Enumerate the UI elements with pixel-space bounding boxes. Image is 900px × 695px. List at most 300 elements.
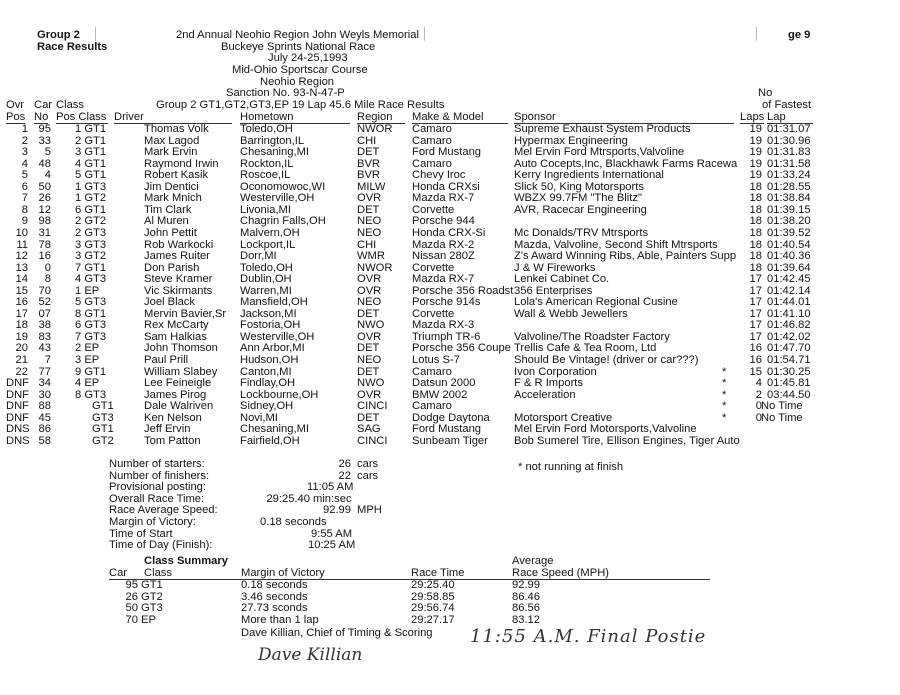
stat-value: 29:25.40 xyxy=(266,492,310,505)
ovr-pos: 16 xyxy=(15,296,28,309)
summary-header-race-time: Race Time xyxy=(411,567,465,579)
class-pos: 1 GT3 xyxy=(75,180,107,193)
hometown: Hudson,OH xyxy=(240,354,299,366)
fastest-lap: No Time xyxy=(761,411,803,424)
laps: 17 xyxy=(749,307,762,320)
fastest-lap: 01:54.71 xyxy=(767,354,811,366)
fastest-lap: 01:47.70 xyxy=(767,342,811,355)
car-number: 98 xyxy=(38,215,51,228)
not-running-marker: * xyxy=(722,411,727,424)
hometown: Lockport,IL xyxy=(240,238,296,251)
summary-race-time: 29:56.74 xyxy=(411,602,455,615)
table-row xyxy=(0,377,900,389)
fastest-lap: 01:38.20 xyxy=(767,215,811,228)
make-model: Porsche 914s xyxy=(412,296,481,309)
sponsor: Trellis Cafe & Tea Room, Ltd xyxy=(514,342,657,355)
region: CINCI xyxy=(357,400,388,413)
summary-row xyxy=(0,614,900,626)
ovr-pos: 18 xyxy=(15,319,28,332)
stat-unit: cars xyxy=(357,458,379,470)
summary-race-time: 29:25.40 xyxy=(411,579,455,591)
car-number: 12 xyxy=(38,203,51,216)
hometown: Warren,MI xyxy=(240,284,292,297)
hometown: Barrington,IL xyxy=(240,134,305,147)
laps: 15 xyxy=(749,365,762,378)
ovr-pos: 3 xyxy=(21,146,28,159)
make-model: Camaro xyxy=(412,400,452,413)
fastest-lap: 01:45.81 xyxy=(767,377,811,390)
ovr-pos: 20 xyxy=(15,342,28,355)
class-pos: 2 GT1 xyxy=(75,134,107,147)
sponsor: Supreme Exhaust System Products xyxy=(514,123,691,135)
region: NWOR xyxy=(357,123,393,135)
table-row xyxy=(0,135,900,147)
stat-label: Margin of Victory: xyxy=(109,516,196,528)
stat-value: 92.99 xyxy=(323,504,351,517)
table-row xyxy=(0,204,900,216)
car-number: 52 xyxy=(38,296,51,309)
car-number: 5 xyxy=(44,146,51,159)
ovr-pos: 21 xyxy=(15,354,28,366)
sponsor: Bob Sumerel Tire, Ellison Engines, Tiger Auto xyxy=(514,434,740,447)
sponsor: Slick 50, King Motorsports xyxy=(514,180,644,193)
table-row xyxy=(0,250,900,262)
ovr-pos: 2 xyxy=(21,134,28,147)
sponsor: Motorsport Creative xyxy=(514,411,613,424)
region: WMR xyxy=(357,250,385,263)
fastest-lap: 01:30.96 xyxy=(767,134,811,147)
make-model: Mazda RX-7 xyxy=(412,192,475,205)
region: OVR xyxy=(357,330,382,343)
fastest-lap: 01:42.14 xyxy=(767,284,811,297)
region: MILW xyxy=(357,180,386,193)
ovr-pos: DNS xyxy=(6,434,30,447)
class-pos: 5 GT3 xyxy=(75,296,107,309)
summary-row xyxy=(0,579,900,591)
stat-value: 11:05 AM xyxy=(307,481,354,494)
hometown: Malvern,OH xyxy=(240,226,300,239)
table-row xyxy=(0,181,900,193)
sponsor: F & R Imports xyxy=(514,377,583,390)
region: DET xyxy=(357,307,380,320)
scan-mark xyxy=(756,27,757,41)
stat-value: 9:55 AM xyxy=(311,527,353,540)
ovr-pos: DNF xyxy=(6,400,29,413)
fastest-lap: 01:39.15 xyxy=(767,203,811,216)
car-number: 45 xyxy=(38,411,51,424)
summary-car: 26 xyxy=(125,590,138,603)
group-title: Group 2 xyxy=(37,29,80,41)
driver-name: Ken Nelson xyxy=(144,411,202,424)
make-model: Porsche 944 xyxy=(412,215,475,228)
region: SAG xyxy=(357,423,381,436)
sponsor: WBZX 99.7FM "The Blitz" xyxy=(514,192,642,205)
header-no: No xyxy=(34,111,49,123)
driver-name: Max Lagod xyxy=(144,134,200,147)
class-pos: GT1 xyxy=(92,423,114,436)
laps: 19 xyxy=(749,146,762,159)
summary-row xyxy=(0,591,900,603)
fastest-lap: 01:31.07 xyxy=(767,123,811,135)
laps: 18 xyxy=(749,203,762,216)
summary-class: EP xyxy=(141,613,156,626)
table-row xyxy=(0,146,900,158)
class-pos: 1 EP xyxy=(75,284,100,297)
make-model: Corvette xyxy=(412,307,455,320)
make-model: Chevy Iroc xyxy=(412,169,466,182)
region: OVR xyxy=(357,192,382,205)
hometown: Fostoria,OH xyxy=(240,319,301,332)
header-sponsor: Sponsor xyxy=(514,111,556,123)
hometown: Canton,MI xyxy=(240,365,292,378)
hometown: Chagrin Falls,OH xyxy=(240,215,326,228)
summary-speed: 86.56 xyxy=(512,602,540,615)
region: NWO xyxy=(357,377,385,390)
region: BVR xyxy=(357,157,381,170)
class-pos: 3 GT2 xyxy=(75,250,107,263)
region: NWOR xyxy=(357,261,393,274)
table-row xyxy=(0,158,900,170)
summary-speed: 92.99 xyxy=(512,579,540,591)
stat-label: Provisional posting: xyxy=(109,481,207,494)
scan-mark xyxy=(95,27,96,41)
make-model: Dodge Daytona xyxy=(412,411,490,424)
make-model: Mazda RX-2 xyxy=(412,238,475,251)
header-region: Region xyxy=(357,111,393,123)
header-pos-class: Pos Class xyxy=(56,111,107,123)
car-number: 88 xyxy=(38,400,51,413)
region: CINCI xyxy=(357,434,388,447)
stat-unit: MPH xyxy=(357,504,382,517)
region: NEO xyxy=(357,296,382,309)
driver-name: Lee Feineigle xyxy=(144,377,212,390)
region: BVR xyxy=(357,169,381,182)
laps: 17 xyxy=(749,296,762,309)
sponsor: Hypermax Engineering xyxy=(514,134,628,147)
stat-label: Race Average Speed: xyxy=(109,504,218,517)
fastest-lap: 01:40.54 xyxy=(767,238,811,251)
hometown: Jackson,MI xyxy=(240,307,297,320)
ovr-pos: DNF xyxy=(6,377,29,390)
car-number: 78 xyxy=(38,238,51,251)
ovr-pos: 7 xyxy=(21,192,28,205)
ovr-pos: DNS xyxy=(6,423,30,436)
make-model: Mazda RX-7 xyxy=(412,273,475,286)
car-number: 50 xyxy=(38,180,51,193)
driver-name: Rob Warkocki xyxy=(144,238,214,251)
summary-speed: 83.12 xyxy=(512,613,540,626)
car-number: 95 xyxy=(38,123,51,135)
car-number: 16 xyxy=(38,250,51,263)
event-title-line: 2nd Annual Neohio Region John Weyls Memorial xyxy=(176,29,419,41)
laps: 19 xyxy=(749,123,762,135)
summary-car: 70 xyxy=(125,613,138,626)
header-lap: Lap xyxy=(767,111,786,123)
sponsor: Lenkei Cabinet Co. xyxy=(514,273,610,286)
class-pos: 3 EP xyxy=(75,354,100,366)
make-model: Corvette xyxy=(412,261,455,274)
class-pos: 7 GT3 xyxy=(75,330,107,343)
class-pos: 9 GT1 xyxy=(75,365,107,378)
stat-value: 22 xyxy=(338,469,351,482)
region: DET xyxy=(357,365,380,378)
hometown: Toledo,OH xyxy=(240,123,293,135)
stat-value: 10:25 AM xyxy=(308,539,356,552)
class-pos: 2 GT2 xyxy=(75,215,107,228)
laps: 17 xyxy=(749,330,762,343)
make-model: BMW 2002 xyxy=(412,388,468,401)
laps: 18 xyxy=(749,180,762,193)
ovr-pos: 12 xyxy=(15,250,28,263)
region: DET xyxy=(357,411,380,424)
driver-name: Jeff Ervin xyxy=(144,423,191,436)
fastest-lap: 01:30.25 xyxy=(767,365,811,378)
ovr-pos: 19 xyxy=(15,330,28,343)
hometown: Chesaning,MI xyxy=(240,423,310,436)
hometown: Chesaning,MI xyxy=(240,146,310,159)
summary-race-time: 29:27.17 xyxy=(411,613,455,626)
class-pos: GT1 xyxy=(92,400,114,413)
header-hometown: Hometown xyxy=(240,111,294,123)
stat-value: 0.18 seconds xyxy=(260,516,327,528)
driver-name: James Pirog xyxy=(144,388,207,401)
class-pos: 8 GT3 xyxy=(75,388,107,401)
fastest-lap: 03:44.50 xyxy=(767,388,811,401)
driver-name: Tom Patton xyxy=(144,434,201,447)
table-row xyxy=(0,319,900,331)
driver-name: Paul Prill xyxy=(144,354,189,366)
table-row xyxy=(0,169,900,181)
table-row xyxy=(0,308,900,320)
fastest-lap: 01:42.45 xyxy=(767,273,811,286)
fastest-lap: 01:28.55 xyxy=(767,180,811,193)
stat-label: Number of finishers: xyxy=(109,469,210,482)
region: NEO xyxy=(357,226,382,239)
class-pos: GT3 xyxy=(92,411,114,424)
make-model: Corvette xyxy=(412,203,455,216)
table-row xyxy=(0,296,900,308)
ovr-pos: 14 xyxy=(15,273,28,286)
summary-class: GT1 xyxy=(141,579,163,591)
laps: 18 xyxy=(749,250,762,263)
car-number: 70 xyxy=(38,284,51,297)
not-running-marker: * xyxy=(722,388,727,401)
hometown: Westerville,OH xyxy=(240,330,315,343)
not-running-note: * not running at finish xyxy=(518,461,624,473)
laps: 19 xyxy=(749,157,762,170)
make-model: Triumph TR-6 xyxy=(412,330,481,343)
summary-margin: 3.46 seconds xyxy=(241,590,308,603)
ovr-pos: 9 xyxy=(21,215,28,228)
car-number: 34 xyxy=(38,377,51,390)
car-number: 83 xyxy=(38,330,51,343)
class-pos: 3 GT1 xyxy=(75,146,107,159)
make-model: Camaro xyxy=(412,134,452,147)
event-title-line: Sanction No. 93-N-47-P xyxy=(226,87,345,99)
stat-label: Number of starters: xyxy=(109,458,205,470)
laps: 16 xyxy=(749,342,762,355)
summary-margin: 27.73 sconds xyxy=(241,602,308,615)
header-driver: Driver xyxy=(114,111,144,123)
summary-car: 50 xyxy=(125,602,138,615)
ovr-pos: 15 xyxy=(15,284,28,297)
hometown: Ann Arbor,MI xyxy=(240,342,305,355)
fastest-lap: 01:39.64 xyxy=(767,261,811,274)
make-model: Datsun 2000 xyxy=(412,377,476,390)
fastest-lap: 01:41.10 xyxy=(767,307,811,320)
chief-of-timing: Dave Killian, Chief of Timing & Scoring xyxy=(241,627,433,639)
ovr-pos: 10 xyxy=(15,226,28,239)
laps: 4 xyxy=(755,377,762,390)
class-pos: GT2 xyxy=(92,434,114,447)
region: OVR xyxy=(357,284,382,297)
driver-name: John Thomson xyxy=(144,342,218,355)
class-pos: 3 GT3 xyxy=(75,238,107,251)
driver-name: Mervin Bavier,Sr xyxy=(144,307,227,320)
driver-name: William Slabey xyxy=(144,365,218,378)
handwritten-posting-note: 11:55 A.M. Final Postie xyxy=(470,626,707,647)
signature: Dave Killian xyxy=(258,645,363,665)
laps: 18 xyxy=(749,215,762,228)
driver-name: Jim Dentici xyxy=(144,180,199,193)
make-model: Ford Mustang xyxy=(412,146,482,159)
region: NEO xyxy=(357,215,382,228)
class-pos: 6 GT3 xyxy=(75,319,107,332)
header-no: No xyxy=(758,87,773,99)
class-pos: 1 GT2 xyxy=(75,192,107,205)
summary-speed: 86.46 xyxy=(512,590,540,603)
sponsor: Lola's American Regional Cusine xyxy=(514,296,678,309)
driver-name: Vic Skirmants xyxy=(144,284,213,297)
class-pos: 4 GT3 xyxy=(75,273,107,286)
table-row xyxy=(0,354,900,366)
summary-header-class: Class xyxy=(144,567,172,579)
laps: 18 xyxy=(749,261,762,274)
make-model: Ford Mustang xyxy=(412,423,482,436)
ovr-pos: 11 xyxy=(16,238,28,251)
hometown: Oconomowoc,WI xyxy=(240,180,326,193)
table-row xyxy=(0,423,900,435)
sponsor: Kerry Ingredients International xyxy=(514,169,664,182)
event-title-line: Mid-Ohio Sportscar Course xyxy=(232,64,368,76)
class-pos: 5 GT1 xyxy=(75,169,107,182)
hometown: Novi,MI xyxy=(240,411,278,424)
table-row xyxy=(0,342,900,354)
laps: 18 xyxy=(749,238,762,251)
car-number: 58 xyxy=(38,434,51,447)
driver-name: Joel Black xyxy=(144,296,195,309)
driver-name: Don Parish xyxy=(144,261,200,274)
sponsor: Z's Award Winning Ribs, Able, Painters Supp xyxy=(514,250,737,263)
region: DET xyxy=(357,342,380,355)
car-number: 43 xyxy=(38,342,51,355)
table-row xyxy=(0,366,900,378)
ovr-pos: 22 xyxy=(15,365,28,378)
laps: 19 xyxy=(749,169,762,182)
summary-class: GT2 xyxy=(141,590,163,603)
driver-name: Mark Mnich xyxy=(144,192,202,205)
laps: 2 xyxy=(755,388,762,401)
fastest-lap: 01:31.83 xyxy=(767,146,811,159)
make-model: Nissan 280Z xyxy=(412,250,475,263)
average-label: Average xyxy=(512,555,554,567)
class-pos: 6 GT1 xyxy=(75,203,107,216)
ovr-pos: 5 xyxy=(21,169,28,182)
class-pos: 4 GT1 xyxy=(75,157,107,170)
driver-name: Dale Walriven xyxy=(144,400,214,413)
sponsor: Wall & Webb Jewellers xyxy=(514,307,628,320)
fastest-lap: 01:38.84 xyxy=(767,192,811,205)
not-running-marker: * xyxy=(722,365,727,378)
scan-mark xyxy=(424,27,425,41)
make-model: Sunbeam Tiger xyxy=(412,434,488,447)
stat-label: Time of Day (Finish): xyxy=(109,539,213,552)
summary-header-speed: Race Speed (MPH) xyxy=(512,567,609,579)
fastest-lap: 01:31.58 xyxy=(767,157,811,170)
ovr-pos: 6 xyxy=(21,180,28,193)
ovr-pos: 1 xyxy=(21,123,28,135)
laps: 19 xyxy=(749,134,762,147)
fastest-lap: 01:33.24 xyxy=(767,169,811,182)
car-number: 30 xyxy=(38,388,51,401)
laps: 18 xyxy=(749,192,762,205)
class-pos: 7 GT1 xyxy=(75,261,107,274)
hometown: Dorr,MI xyxy=(240,250,277,263)
stat-label: Time of Start xyxy=(109,527,173,540)
fastest-lap: 01:46.82 xyxy=(767,319,811,332)
car-number: 26 xyxy=(38,192,51,205)
summary-header-margin: Margin of Victory xyxy=(241,567,325,579)
table-row xyxy=(0,262,900,274)
region: CHI xyxy=(357,134,377,147)
laps: 17 xyxy=(749,284,762,297)
driver-name: James Ruiter xyxy=(144,250,210,263)
table-row xyxy=(0,239,900,251)
hometown: Roscoe,IL xyxy=(240,169,291,182)
class-summary-title: Class Summary xyxy=(144,555,228,567)
header-car: Car xyxy=(34,99,53,111)
make-model: Camaro xyxy=(412,123,452,135)
page-number: ge 9 xyxy=(788,29,811,41)
car-number: 48 xyxy=(38,157,51,170)
fastest-lap: 01:44.01 xyxy=(767,296,811,309)
driver-name: Thomas Volk xyxy=(144,123,209,135)
hometown: Mansfield,OH xyxy=(240,296,308,309)
car-number: 31 xyxy=(38,226,51,239)
table-row xyxy=(0,215,900,227)
class-pos: 1 GT1 xyxy=(75,123,107,135)
car-number: 0 xyxy=(44,261,51,274)
sponsor: Ivon Corporation xyxy=(514,365,597,378)
fastest-lap: No Time xyxy=(761,400,803,413)
hometown: Fairfield,OH xyxy=(240,434,300,447)
hometown: Dublin,OH xyxy=(240,273,292,286)
race-description: Group 2 GT1,GT2,GT3,EP 19 Lap 45.6 Mile Race Results xyxy=(156,99,445,111)
ovr-pos: DNF xyxy=(6,388,29,401)
make-model: Porsche 356 Roadst xyxy=(412,284,514,297)
hometown: Rockton,IL xyxy=(240,157,294,170)
hometown: Livonia,MI xyxy=(240,203,291,216)
table-row xyxy=(0,285,900,297)
region: NEO xyxy=(357,354,382,366)
event-title-line: Buckeye Sprints National Race xyxy=(221,41,376,53)
table-row xyxy=(0,331,900,343)
make-model: Mazda RX-3 xyxy=(412,319,475,332)
sponsor: J & W Fireworks xyxy=(514,261,596,274)
laps: 16 xyxy=(749,354,762,366)
race-results-label: Race Results xyxy=(37,41,108,53)
car-number: 38 xyxy=(38,319,51,332)
